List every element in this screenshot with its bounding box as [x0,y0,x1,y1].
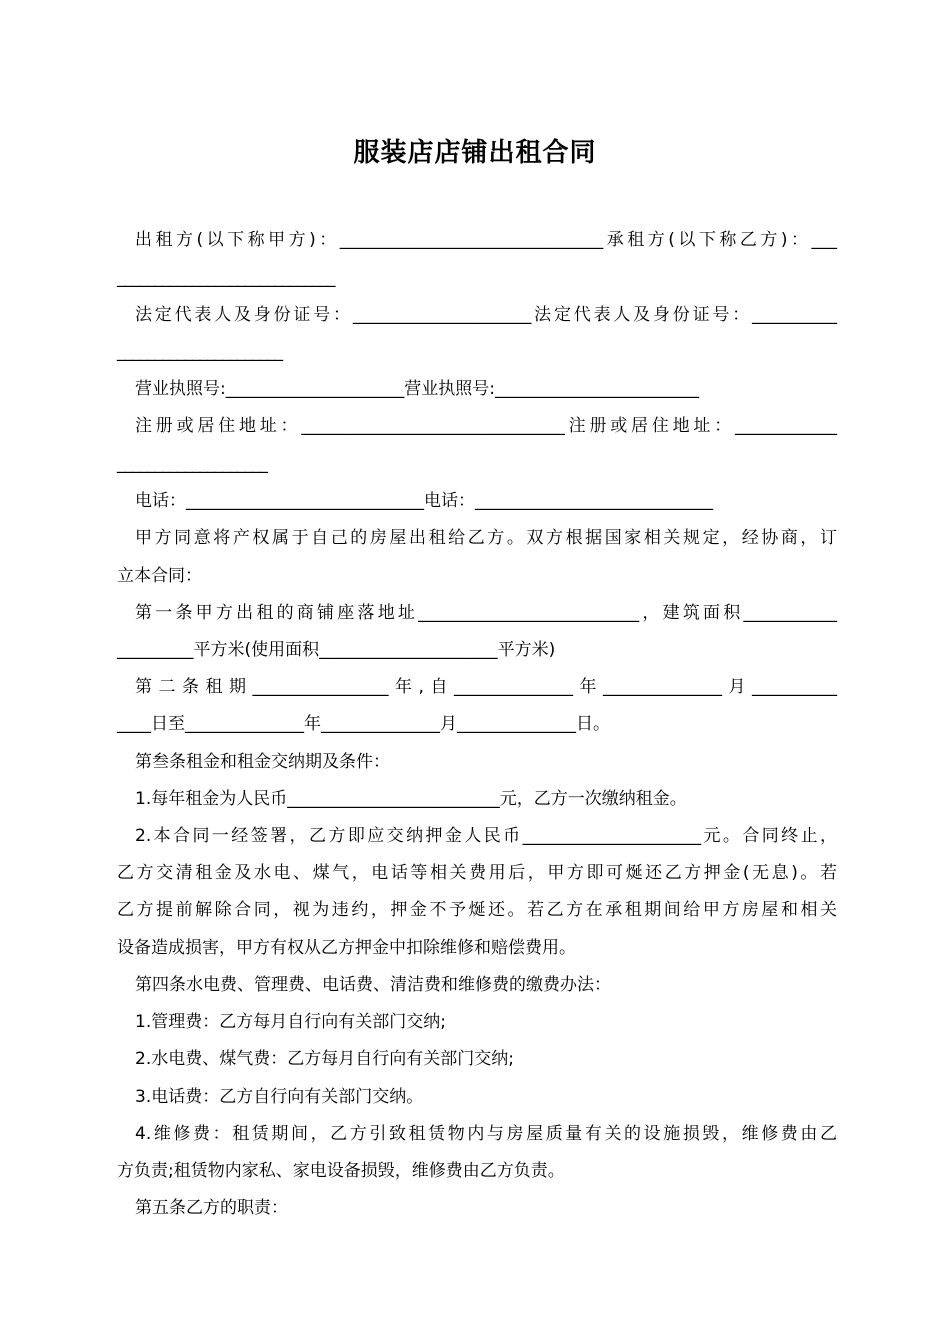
article-3-item-1: 1.每年租金为人民币_________________________元，乙方一次缴纳租金。 [135,789,687,809]
article-4-item-3: 3.电话费：乙方自行向有关部门交纳。 [135,1087,424,1107]
address-continuation: ____________________ [117,454,267,474]
article-4-heading: 第四条水电费、管理费、电话费、清洁费和维修费的缴费办法： [135,975,611,995]
article-1-line-1: 第一条甲方出租的商铺座落地址__________________________，建筑面积___________ [135,603,837,623]
intro-paragraph-line-2: 立本合同： [117,566,202,586]
article-3-item-2-line-2: 乙方交清租金及水电、煤气，电话等相关费用后，甲方即可烻还乙方押金(无息)。若 [117,863,837,883]
article-3-item-2-line-4: 设备造成损害，甲方有权从乙方押金中扣除维修和赔偿费用。 [117,938,576,958]
article-2-line-2: ____日至______________年______________月______________日。 [117,714,610,734]
party-a-name-line: 出租方(以下称甲方)：_______________________________承租方(以下称乙方)：___ [135,230,837,250]
article-3-heading: 第叁条租金和租金交纳期及条件： [135,752,390,772]
party-b-name-continuation: _____________________________ [117,268,335,288]
article-2-line-1: 第二条租期________________年,自______________年______________月__________ [135,677,837,697]
article-3-item-2-line-3: 乙方提前解除合同，视为违约，押金不予烻还。若乙方在承租期间给甲方房屋和相关 [117,900,837,920]
business-license-line: 营业执照号:_____________________营业执照号:________________________ [135,379,699,399]
document-title: 服装店店铺出租合同 [353,138,597,168]
legal-representative-continuation: ______________________ [117,342,282,362]
article-3-item-2-line-1: 2.本合同一经签署，乙方即应交纳押金人民币_____________________元。合同终止， [135,826,837,846]
intro-paragraph-line-1: 甲方同意将产权属于自己的房屋出租给乙方。双方根据国家相关规定，经协商，订 [135,528,837,548]
article-4-item-4-line-1: 4.维修费：租赁期间，乙方引致租赁物内与房屋质量有关的设施损毁，维修费由乙 [135,1124,837,1144]
article-4-item-2: 2.水电费、煤气费：乙方每月自行向有关部门交纳; [135,1049,514,1069]
article-4-item-4-line-2: 方负责;租赁物内家私、家电设备损毁，维修费由乙方负责。 [117,1161,565,1181]
phone-line: 电话：____________________________电话：____________________________ [135,491,713,511]
article-4-item-1: 1.管理费：乙方每月自行向有关部门交纳; [135,1012,446,1032]
legal-representative-line: 法定代表人及身份证号：_____________________法定代表人及身份证号：__________ [135,305,837,325]
article-1-line-2: _________平方米(使用面积_____________________平方米) [117,640,556,660]
address-line: 注册或居住地址：_______________________________注册或居住地址：____________ [135,416,837,436]
article-5-heading: 第五条乙方的职责： [135,1198,288,1218]
